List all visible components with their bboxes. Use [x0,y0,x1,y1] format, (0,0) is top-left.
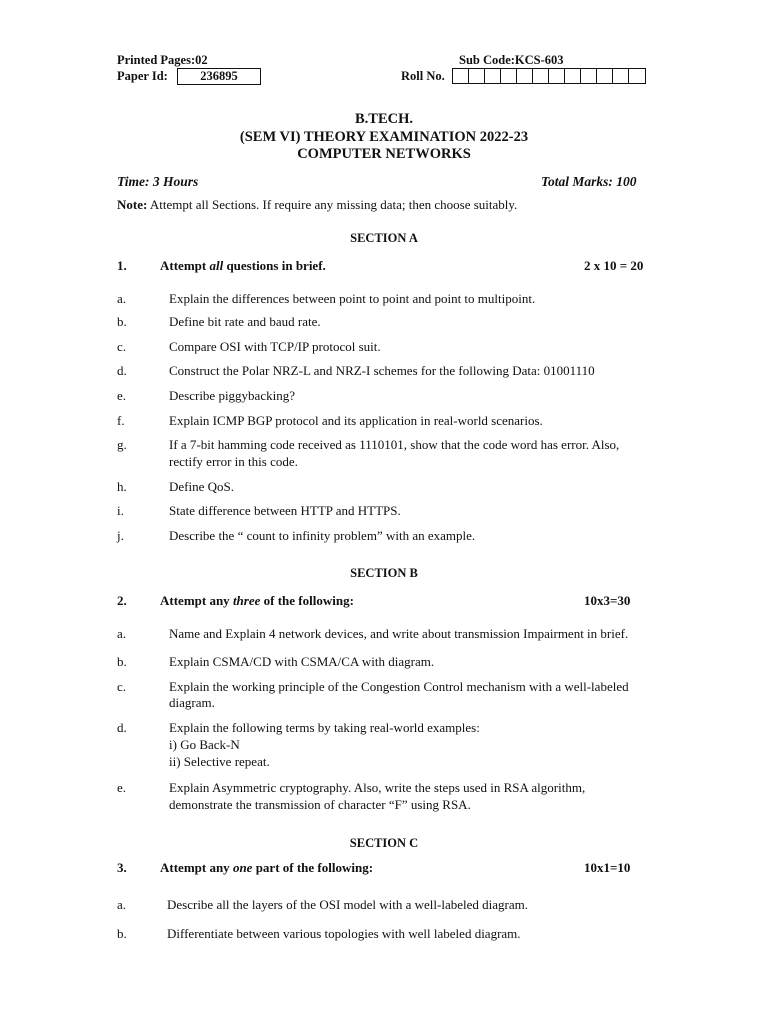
total-marks: Total Marks: 100 [541,174,637,189]
q2-item-label: c. [117,679,127,694]
q2-item-text-line1: Explain the working principle of the Congestion Control mechanism with a well-labeled [169,679,629,694]
note-text: Attempt all Sections. If require any missing data; then choose suitably. [149,197,518,212]
printed-pages: Printed Pages:02 [117,53,208,67]
q2-item-text-line3: ii) Selective repeat. [169,754,270,769]
paper-id-label: Paper Id: [117,69,168,83]
q2-item-text: Name and Explain 4 network devices, and write about transmission Impairment in brief. [169,626,629,641]
q2-item-label: d. [117,720,127,735]
q2-item-text-line2: i) Go Back-N [169,737,240,752]
q1-item-label: f. [117,413,125,428]
q1-item-label: e. [117,388,127,403]
q1-item-label: a. [117,291,127,306]
paper-id-value: 236895 [200,69,238,83]
section-c-heading: SECTION C [349,836,419,850]
q2-item-text-line2: diagram. [169,695,215,710]
q1-item-text-line2: rectify error in this code. [169,454,298,469]
q1-item-text: Explain ICMP BGP protocol and its application in real-world scenarios. [169,413,543,428]
q3-marks: 10x1=10 [584,860,631,875]
q1-item-label: b. [117,314,127,329]
q3-item-label: a. [117,897,127,912]
q3-number: 3. [117,860,127,875]
q1-item-text: Describe piggybacking? [169,388,295,403]
q1-item-text: Compare OSI with TCP/IP protocol suit. [169,339,381,354]
q1-item-text: Describe the “ count to infinity problem” with an example. [169,528,476,543]
q1-item-text: Define bit rate and baud rate. [169,314,321,329]
q2-item-text-line2: demonstrate the transmission of character “F” using RSA. [169,797,471,812]
q1-item-label: c. [117,339,127,354]
q2-item-label: a. [117,626,127,641]
q2-item-label: e. [117,780,127,795]
q1-number: 1. [117,258,127,273]
section-a-heading: SECTION A [350,231,418,245]
q3-item-text: Differentiate between various topologies with well labeled diagram. [167,926,521,941]
q2-item-text: Explain CSMA/CD with CSMA/CA with diagram. [169,654,435,669]
degree-title: B.TECH. [354,111,413,127]
q2-item-text-line1: Explain Asymmetric cryptography. Also, write the steps used in RSA algorithm, [169,780,586,795]
roll-no-label: Roll No. [401,69,445,83]
q1-item-text: State difference between HTTP and HTTPS. [169,503,401,518]
q2-item-text-line1: Explain the following terms by taking real-world examples: [169,720,480,735]
q2-marks: 10x3=30 [584,593,631,608]
q3-item-label: b. [117,926,127,941]
note-label: Note: [117,197,148,212]
q1-item-label: g. [117,437,127,452]
roll-no-boxes[interactable] [452,68,646,84]
q1-instruction: Attempt all questions in brief. [160,258,326,273]
q1-item-label: j. [117,528,124,543]
subject-title: COMPUTER NETWORKS [297,146,471,162]
q1-item-label: i. [117,503,124,518]
q1-item-text: Explain the differences between point to point and point to multipoint. [169,291,536,306]
q2-number: 2. [117,593,127,608]
q1-item-label: d. [117,363,127,378]
q1-item-label: h. [117,479,127,494]
exam-time: Time: 3 Hours [117,174,199,189]
section-b-heading: SECTION B [350,566,418,580]
paper-id-box [177,68,261,85]
q2-instruction: Attempt any three of the following: [160,593,354,608]
q1-item-text: Construct the Polar NRZ-L and NRZ-I schemes for the following Data: 01001110 [169,363,595,378]
q1-item-text: Define QoS. [169,479,234,494]
exam-title: (SEM VI) THEORY EXAMINATION 2022-23 [239,129,529,145]
sub-code: Sub Code:KCS-603 [459,53,564,67]
q1-marks: 2 x 10 = 20 [584,258,644,273]
q1-item-text-line1: If a 7-bit hamming code received as 1110101, show that the code word has error. Also, [169,437,620,452]
note [117,197,517,213]
q3-instruction: Attempt any one part of the following: [160,860,374,875]
q2-item-label: b. [117,654,127,669]
q3-item-text: Describe all the layers of the OSI model with a well-labeled diagram. [167,897,528,912]
